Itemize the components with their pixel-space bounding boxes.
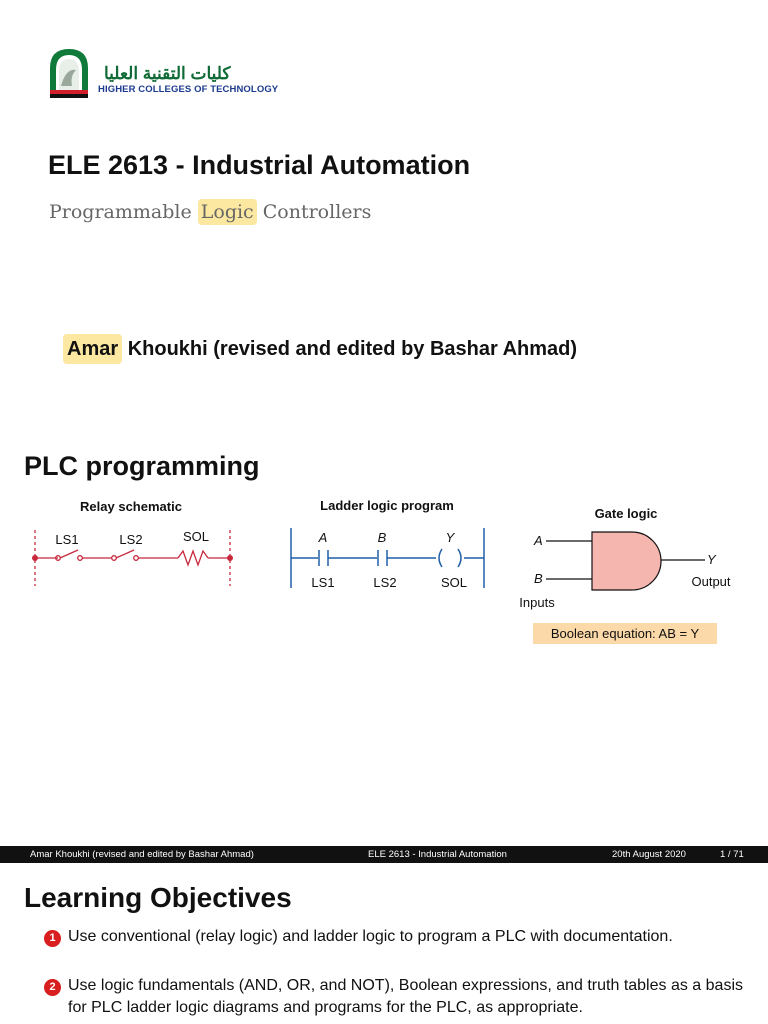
subtitle	[49, 201, 371, 223]
footer-page-number: 1 / 71	[720, 849, 744, 860]
subtitle-after: Controllers	[256, 201, 372, 223]
relay-label-sol: SOL	[182, 529, 210, 544]
ladder-title: Ladder logic program	[320, 498, 454, 513]
relay-node-right	[227, 555, 233, 561]
number-badge: 1	[44, 930, 61, 947]
learning-objectives-title: Learning Objectives	[24, 882, 292, 913]
ladder-label-a: A	[318, 530, 328, 545]
subtitle-highlight: Logic	[198, 199, 257, 225]
hct-logo-mark	[46, 46, 92, 100]
footer-course: ELE 2613 - Industrial Automation	[368, 849, 507, 860]
ladder-label-y: Y	[445, 530, 455, 545]
author-highlight: Amar	[63, 334, 122, 364]
gate-input-b: B	[534, 571, 543, 586]
footer-author: Amar Khoukhi (revised and edited by Bashar Ahmad)	[30, 849, 254, 860]
author-line	[63, 338, 577, 361]
objective-item-1	[44, 926, 754, 948]
footer-date: 20th August 2020	[612, 849, 686, 860]
boolean-equation: Boolean equation: AB = Y	[550, 626, 700, 641]
gate-output-y: Y	[707, 552, 716, 567]
relay-title: Relay schematic	[80, 499, 182, 514]
plc-figure	[0, 490, 768, 660]
relay-label-ls2: LS2	[119, 532, 143, 547]
ladder-label-ls2: LS2	[373, 575, 397, 590]
gate-output-label: Output	[691, 574, 731, 589]
gate-title: Gate logic	[594, 506, 658, 521]
objective-text: Use logic fundamentals (AND, OR, and NOT), Boolean expressions, and truth tables as a basis for PLC ladder logic diagrams and programs for the PLC, as appropriate.	[68, 977, 743, 1016]
subtitle-before: Programmable	[49, 201, 198, 223]
ladder-label-sol: SOL	[440, 575, 468, 590]
ladder-label-ls1: LS1	[311, 575, 335, 590]
and-gate	[546, 532, 705, 590]
relay-label-ls1: LS1	[55, 532, 79, 547]
relay-node-left	[32, 555, 38, 561]
number-badge: 2	[44, 979, 61, 996]
section-title: PLC programming	[24, 451, 260, 481]
gate-inputs-label: Inputs	[519, 595, 555, 610]
author-rest: Khoukhi (revised and edited by Bashar Ahmad)	[122, 338, 578, 360]
logo-english-text: HIGHER COLLEGES OF TECHNOLOGY	[98, 84, 279, 95]
objective-item-2	[44, 975, 754, 1019]
page-title: ELE 2613 - Industrial Automation	[48, 150, 471, 180]
ladder-label-b: B	[377, 530, 387, 545]
logo-arabic-text: كليات التقنية العليا	[104, 64, 231, 83]
slide-footer	[0, 846, 768, 863]
gate-input-a: A	[534, 533, 543, 548]
objective-text: Use conventional (relay logic) and ladder logic to program a PLC with documentation.	[68, 928, 673, 945]
